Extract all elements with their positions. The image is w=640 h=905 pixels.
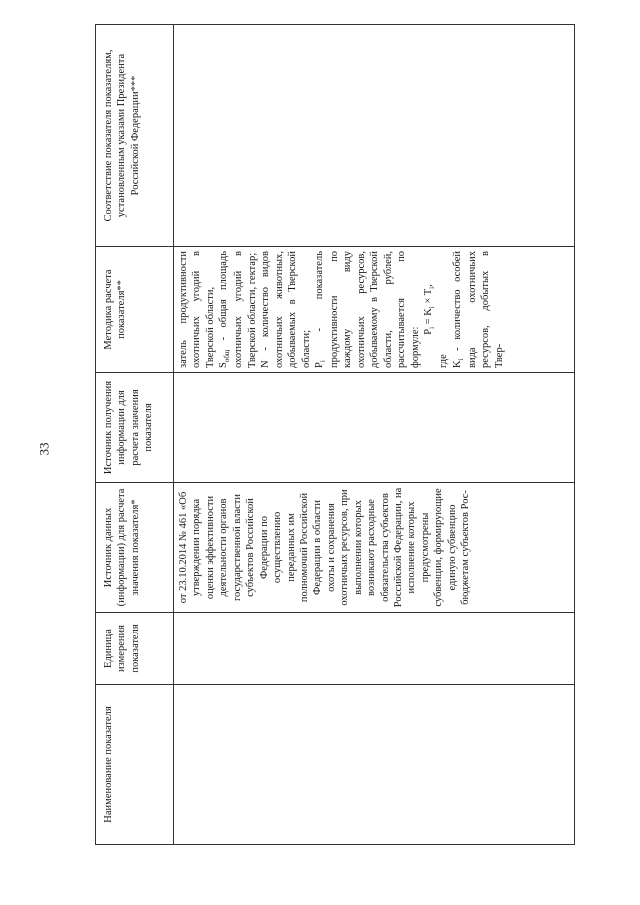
compliance-cell [174,25,575,247]
unit-cell [174,613,575,685]
method-text: - общая площадь охотничьих угодий в Тверской области, гектар; [218,251,258,368]
rotated-sheet [95,0,640,860]
table-row [174,25,575,845]
symbol-s: S [218,362,230,368]
method-line: где [438,354,450,368]
symbol-p: P [313,362,325,368]
page-number: 33 [36,442,52,456]
header-method: Методика расчета показателя** [96,247,174,373]
header-data-source: Источник данных (информации) для расчета значения показателя* [96,483,174,613]
subscript: i [456,358,465,361]
method-line [451,251,506,368]
header-info-source: Источник получения информации для расчета значения показателя [96,373,174,483]
method-line [217,251,259,368]
page-content [95,0,640,905]
header-compliance: Соответствие показателя показателям, установленным указами Президента Российской Федерации*** [96,25,174,247]
info-source-cell [174,373,575,483]
method-cell [174,247,575,373]
method-text: - показатель продуктивности по каждому виду охотничьих ресурсов, добываемому в Тверской области, рублей, рассчитывается по формуле: [313,251,421,368]
method-line: затель продуктивности охотничьих угодий в Тверской области, [178,251,216,368]
subscript: i [319,360,328,363]
indicator-name-cell [174,685,575,845]
method-text: - количество особей вида охотничьих ресурсов, добытых в Твер- [451,251,505,368]
indicator-table [95,24,575,845]
header-unit: Единица измерения показателя [96,613,174,685]
formula: $P_i = K_i \times T_i$, [423,284,437,335]
method-line [313,251,422,368]
method-line: N - количество видов охотничьих животных, добываемых в Тверской области; [260,251,312,368]
symbol-k: K [451,360,463,368]
subscript: общ [223,349,232,363]
table-header-row [96,25,174,845]
header-indicator-name: Наименование показателя [96,685,174,845]
data-source-cell: от 23.10.2014 № 461 «Об утверждении порядка оценки эффективности деятельности органов государственной власти субъектов Российской Федерации по осуществлению переданных им полномочий Российской Федерации в области охоты и сохранения охотничьих ресурсов, при выполнении которых возникают расходные обязательства субъектов Российской Федерации, на исполнение которых предусмотрены субвенции, формирующие единую субвенцию бюджетам субъектов Рос- [174,483,575,613]
